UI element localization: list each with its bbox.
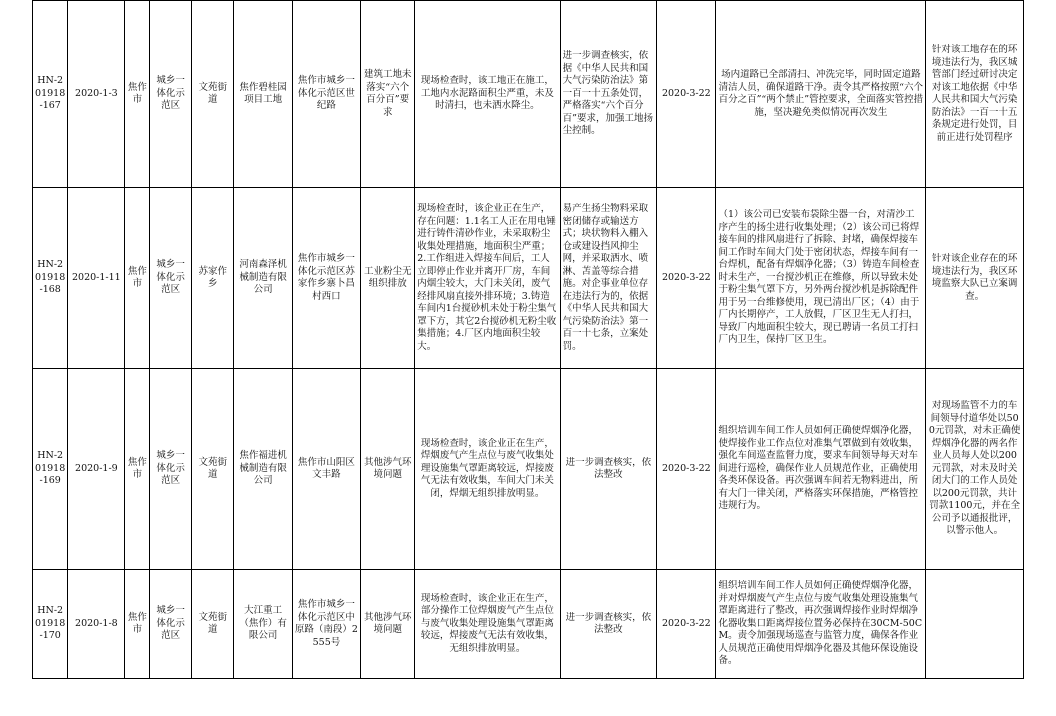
district: 城乡一体化示范区 [150, 369, 192, 570]
deadline: 2020-3-22 [657, 188, 716, 369]
action-text: 进一步调查核实，依据《中华人民共和国大气污染防治法》第一百一十五条处罚，严格落实“六个百分百”要求，加强工地扬尘控制。 [562, 50, 653, 137]
issue-type: 建筑工地未落实“六个百分百”要求 [361, 1, 415, 188]
action-text: 易产生扬尘物料采取密闭储存或输送方式；块状物料入棚入仓或建设挡风抑尘网，并采取洒水、喷淋、苫盖等综合措施。对企事业单位存在违法行为的，依据《中华人民共和国大气污染防治法》第一百一十七条，立案处罚。 [562, 203, 649, 352]
district: 城乡一体化示范区 [150, 570, 192, 679]
district: 城乡一体化示范区 [150, 188, 192, 369]
finding [415, 1, 560, 188]
street: 文苑街道 [191, 570, 234, 679]
street: 文苑街道 [191, 369, 234, 570]
finding-text: 现场检查时，该工地正在施工，工地内水泥路面积尘严重，未及时清扫，也未洒水降尘。 [420, 75, 554, 112]
table-row [33, 570, 1024, 679]
report-date: 2020-1-9 [68, 369, 125, 570]
city: 焦作市 [125, 570, 150, 679]
address: 焦作市城乡一体化示范区世纪路 [292, 1, 361, 188]
case-id: HN-201918-168 [33, 188, 68, 369]
report-date: 2020-1-3 [68, 1, 125, 188]
accountability-text: 针对该企业存在的环境违法行为，我区环境监察大队已立案调查。 [931, 253, 1018, 302]
unit-name: 焦作福进机械制造有限公司 [234, 369, 292, 570]
deadline: 2020-3-22 [657, 1, 716, 188]
report-date: 2020-1-8 [68, 570, 125, 679]
rectification-text: 组织培训车间工作人员如何正确使焊烟净化器，使焊接作业工作点位对准集气罩做到有效收集，强化车间巡查监督力度，要求车间领导每天对车间进行巡检，确保作业人员规范作业，正确使用各类环保设备。再次强调车间若无物料进出，所有大门一律关闭，严格落实环保措施，严格管控违规行为。 [718, 425, 918, 512]
issue-type: 工业粉尘无组织排放 [361, 188, 415, 369]
action-text: 进一步调查核实，依法整改 [565, 456, 652, 480]
city: 焦作市 [125, 188, 150, 369]
accountability-text: 针对该工地存在的环境违法行为，我区城管部门经过研讨决定对该工地依据《中华人民共和国大气污染防治法》一百一十五条规定进行处罚，目前正进行处罚程序 [931, 44, 1018, 143]
district: 城乡一体化示范区 [150, 1, 192, 188]
street: 苏家作乡 [191, 188, 234, 369]
city: 焦作市 [125, 369, 150, 570]
accountability-text: 对现场监管不力的车间领导付道华处以500元罚款，对未正确使焊烟净化器的两名作业人员每人处以200元罚款，对未及时关闭大门的工作人员处以200元罚款，共计罚款1100元，并在全公司予以通报批评，以警示他人。 [928, 400, 1021, 537]
rectification-text: 场内道路已全部清扫、冲洗完毕，同时固定道路清洁人员，确保道路干净。责令其严格按照“六个百分之百”“两个禁止”管控要求，全面落实管控措施，坚决避免类似情况再次发生 [718, 69, 924, 118]
deadline: 2020-3-22 [657, 369, 716, 570]
case-id: HN-201918-170 [33, 570, 68, 679]
issue-type: 其他涉气环境问题 [361, 369, 415, 570]
city: 焦作市 [125, 1, 150, 188]
rectification-text: （1）该公司已安装布袋除尘器一台，对清沙工序产生的扬尘进行收集处理；（2）该公司已将焊接车间的排风扇进行了拆除、封堵，确保焊接车间工作时车间大门处于密闭状态，焊接车间有一台焊机，配备有焊烟净化器；（3）铸造车间检查时未生产，一台搅沙机正在维修，所以导致未处于粉尘集气罩下方，另外两台搅沙机是拆除配件用于另一台维修使用，现已清出厂区；（4）由于厂内长期停产，工人放假，厂区卫生无人打扫，导致厂内地面积尘较大，现已聘请一名员工打扫厂内卫生，保持厂区卫生。 [718, 209, 920, 346]
finding-text: 现场检查时，该企业正在生产，焊烟废气产生点位与废气收集处理设施集气罩距离较远，焊接废气无法有效收集，车间大门未关闭，焊烟无组织排放明显。 [420, 437, 554, 499]
finding-text: 现场检查时，该企业正在生产，部分操作工位焊烟废气产生点位与废气收集处理设施集气罩距离较远，焊接废气无法有效收集，无组织排放明显。 [420, 592, 554, 654]
unit-name: 大江重工（焦作）有限公司 [234, 570, 292, 679]
table-row [33, 369, 1024, 570]
address: 焦作市城乡一体化示范区苏家作乡寨卜昌村西口 [292, 188, 361, 369]
case-id: HN-201918-167 [33, 1, 68, 188]
address: 焦作市城乡一体化示范区中原路（南段）2555号 [292, 570, 361, 679]
unit-name: 焦作碧桂园项目工地 [234, 1, 292, 188]
rectification-text: 组织培训车间工作人员如何正确使焊烟净化器，并对焊烟废气产生点位与废气收集处理设施集气罩距离进行了整改，再次强调焊接作业时焊烟净化器收集口距离焊接位置务必保持在30CM-50CM。责令加强现场巡查与监管力度，确保各作业人员规范正确使用焊烟净化器及其他环保设施设备。 [718, 580, 923, 667]
table-row [33, 1, 1024, 188]
street: 文苑街道 [191, 1, 234, 188]
case-id: HN-201918-169 [33, 369, 68, 570]
unit-name: 河南森泽机械制造有限公司 [234, 188, 292, 369]
report-date: 2020-1-11 [68, 188, 125, 369]
action-text: 进一步调查核实，依法整改 [565, 611, 652, 635]
table-row [33, 188, 1024, 369]
deadline: 2020-3-22 [657, 570, 716, 679]
issue-type: 其他涉气环境问题 [361, 570, 415, 679]
address: 焦作市山阳区文丰路 [292, 369, 361, 570]
complaint-table [32, 0, 1024, 679]
finding-text: 现场检查时，该企业正在生产，存在问题：1.1名工人正在用电锤进行铸件清砂作业，未采取粉尘收集处理措施，地面积尘严重；2.工作组进入焊接车间后，工人立即停止作业并离开厂房，车间内烟尘较大，大门未关闭，废气经排风扇直接外排环境；3.铸造车间内1台搅砂机未处于粉尘集气罩下方，其它2台搅砂机无粉尘收集措施；4.厂区内地面积尘较大。 [417, 203, 557, 352]
